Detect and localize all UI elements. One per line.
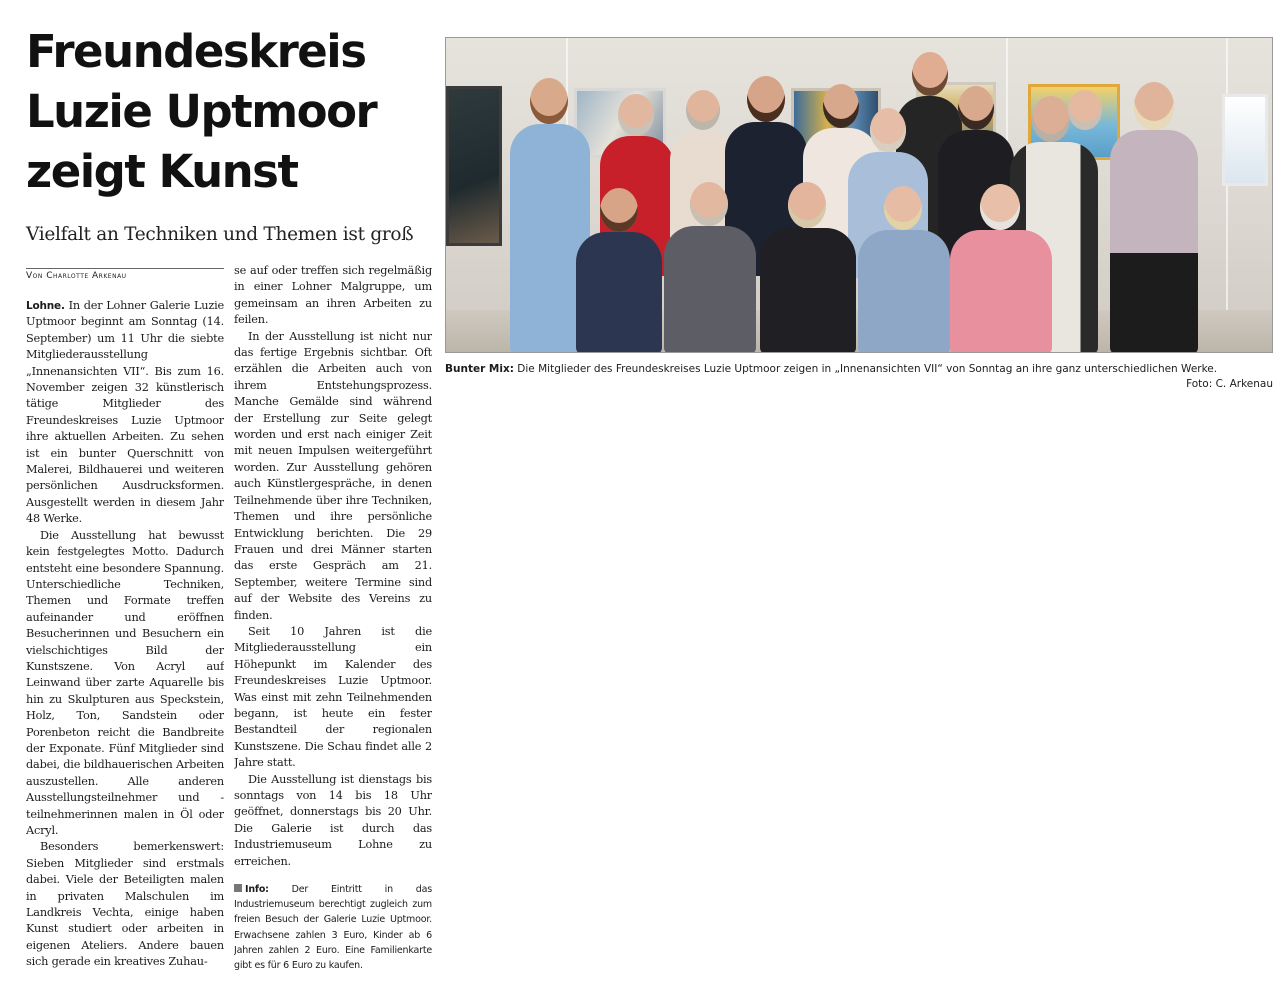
person-body	[664, 226, 756, 353]
info-box	[234, 882, 432, 973]
photo-credit: Foto: C. Arkenau	[1186, 378, 1273, 390]
article-column-1	[26, 298, 224, 988]
person-head	[884, 186, 922, 230]
person-body	[576, 232, 662, 353]
person	[1104, 82, 1204, 353]
person-head	[618, 94, 654, 136]
person	[856, 186, 952, 353]
info-label: Info:	[245, 884, 269, 896]
dateline: Lohne.	[26, 300, 65, 312]
person-head	[1134, 82, 1174, 130]
person-body	[858, 230, 950, 353]
person-head	[747, 76, 785, 122]
caption-text: Die Mitglieder des Freundeskreises Luzie Uptmoor zeigen in „Innenansichten VII“ von Sonntag an ihre ganz unterschiedlichen Werke.	[517, 363, 1218, 375]
photo-caption	[445, 362, 1273, 392]
info-text: Der Eintritt in das Industriemuseum berechtigt zugleich zum freien Besuch der Galerie Luzie Uptmoor. Erwachsene zahlen 3 Euro, Kinder ab 6 Jahren zahlen 2 Euro. Eine Familienkarte gibt es für 6 Euro zu kaufen.	[234, 884, 432, 972]
headline-line: zeigt Kunst	[26, 145, 298, 198]
person-head	[980, 184, 1020, 230]
person-head	[788, 182, 826, 228]
person-body	[950, 230, 1052, 353]
person-head	[1068, 90, 1102, 130]
caption-label: Bunter Mix:	[445, 363, 514, 375]
person-head	[600, 188, 638, 232]
person	[758, 182, 858, 353]
wall-panel	[1226, 38, 1228, 352]
person-body	[760, 228, 856, 353]
person	[662, 182, 758, 353]
paragraph: Seit 10 Jahren ist die Mitgliederausstellung ein Höhepunkt im Kalender des Freundeskreises Luzie Uptmoor. Was einst mit zehn Teilnehmenden begann, ist heute ein fester Bestandteil der regionalen Kunstszene. Die Schau findet alle 2 Jahre statt.	[234, 624, 432, 770]
person	[946, 184, 1056, 353]
paragraph: Die Ausstellung hat bewusst kein festgelegtes Motto. Dadurch entsteht eine besondere Spannung. Unterschiedliche Techniken, Themen und Formate treffen aufeinander und eröffnen Besucherinnen und Besuchern ein vielschichtiges Bild der Kunstszene. Von Acryl auf Leinwand über zarte Aquarelle bis hin zu Skulpturen aus Speckstein, Holz, Ton, Sandstein oder Porenbeton reicht die Bandbreite der Exponate. Fünf Mitglieder sind dabei, die bildhauerischen Arbeiten auszustellen. Alle anderen Ausstellungsteilnehmer und -teilnehmerinnen malen in Öl oder Acryl.	[26, 528, 224, 837]
group-photo	[445, 37, 1273, 353]
person-head	[870, 108, 906, 152]
article-headline	[26, 22, 436, 202]
painting	[1222, 94, 1268, 186]
article-column-2	[234, 263, 432, 993]
painting	[446, 86, 502, 246]
person-head	[686, 90, 720, 130]
paragraph: Die Ausstellung ist dienstags bis sonntags von 14 bis 18 Uhr geöffnet, donnerstags bis 20 Uhr. Die Galerie ist durch das Industriemuseum Lohne zu erreichen.	[234, 772, 432, 868]
article-byline: Von Charlotte Arkenau	[26, 268, 224, 281]
paragraph	[26, 298, 224, 528]
article-subheadline: Vielfalt an Techniken und Themen ist groß	[26, 224, 414, 245]
person-head	[958, 86, 994, 130]
paragraph: Besonders bemerkenswert: Sieben Mitglieder sind erstmals dabei. Viele der Beteiligten malen in privaten Malschulen im Landkreis Vechta, einige haben Kunst studiert oder arbeiten in eigenen Ateliers. Andere bauen sich gerade ein kreatives Zuhau-	[26, 840, 224, 969]
paragraph-text: In der Lohner Galerie Luzie Uptmoor beginnt am Sonntag (14. September) um 11 Uhr die siebte Mitgliederausstellung „Innenansichten VII“. Bis zum 16. November zeigen 32 künstlerisch tätige Mitglieder des Freundeskreises Luzie Uptmoor ihre aktuellen Arbeiten. Zu sehen ist ein bunter Querschnitt von Malerei, Bildhauerei und weiteren persönlichen Ausdrucksformen. Ausgestellt werden in diesem Jahr 48 Werke.	[26, 299, 224, 526]
paragraph: In der Ausstellung ist nicht nur das fertige Ergebnis sichtbar. Oft erzählen die Arbeiten auch von ihrem Entstehungsprozess. Manche Gemälde sind während der Erstellung zur Seite gelegt worden und erst nach einiger Zeit mit neuen Impulsen weitergeführt worden. Zur Ausstellung gehören auch Künstlergespräche, in denen Teilnehmende über ihre Techniken, Themen und ihre persönliche Entwicklung berichten. Die 29 Frauen und drei Männer starten das erste Gespräch am 21. September, weitere Termine sind auf der Website des Vereins zu finden.	[234, 329, 432, 622]
headline-line: Freundeskreis	[26, 25, 366, 78]
headline-line: Luzie Uptmoor	[26, 85, 377, 138]
info-marker-icon	[234, 884, 242, 892]
person	[574, 188, 664, 353]
paragraph: se auf oder treffen sich regelmäßig in einer Lohner Malgruppe, um gemeinsam an ihren Arbeiten zu feilen.	[234, 264, 432, 327]
person-head	[530, 78, 568, 124]
person-body	[1110, 130, 1198, 353]
person-head	[690, 182, 728, 226]
